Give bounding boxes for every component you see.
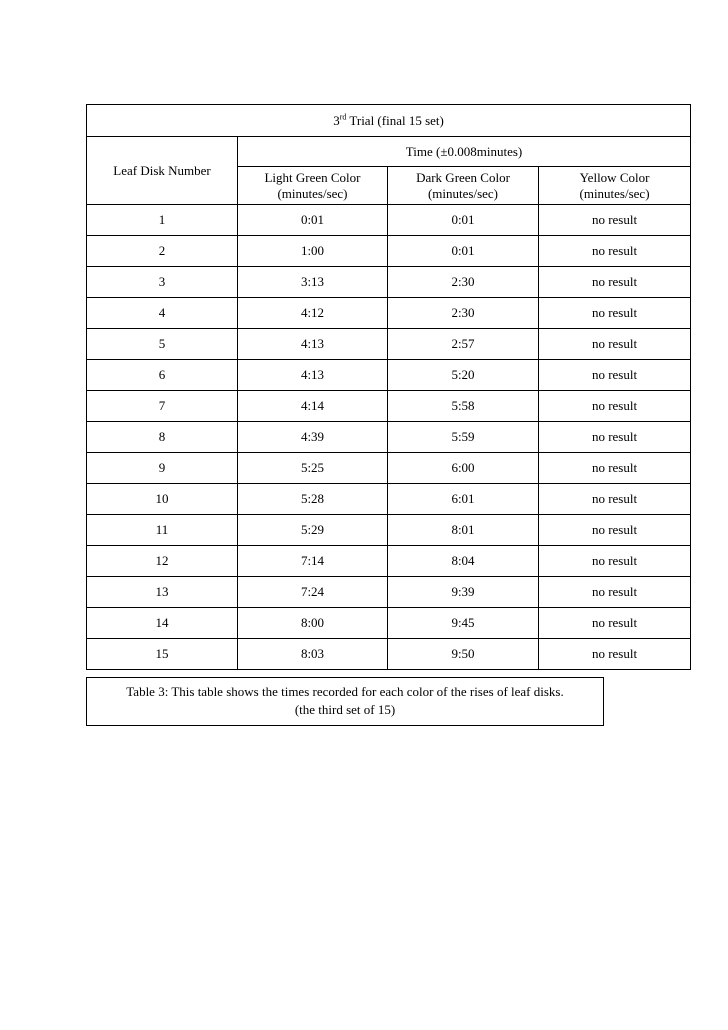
table-row bbox=[87, 205, 691, 236]
light-green-time-cell: 5:29 bbox=[238, 515, 388, 546]
yellow-time-cell: no result bbox=[539, 236, 691, 267]
trial-number: 3 bbox=[333, 112, 340, 128]
dark-green-header-line2: (minutes/sec) bbox=[427, 185, 499, 201]
yellow-time-cell: no result bbox=[539, 360, 691, 391]
table-row bbox=[87, 577, 691, 608]
yellow-header bbox=[539, 167, 691, 205]
time-header-row bbox=[87, 137, 691, 167]
yellow-time-cell: no result bbox=[539, 422, 691, 453]
table-row bbox=[87, 422, 691, 453]
yellow-time-cell: no result bbox=[539, 329, 691, 360]
yellow-time-cell: no result bbox=[539, 577, 691, 608]
dark-green-time-cell: 5:58 bbox=[388, 391, 539, 422]
disk-number-cell: 7 bbox=[87, 391, 238, 422]
dark-green-header-line1: Dark Green Color bbox=[416, 169, 510, 185]
table-title-row bbox=[87, 105, 691, 137]
disk-number-cell: 5 bbox=[87, 329, 238, 360]
yellow-time-cell: no result bbox=[539, 639, 691, 670]
dark-green-time-cell: 9:39 bbox=[388, 577, 539, 608]
table-row bbox=[87, 236, 691, 267]
light-green-header bbox=[238, 167, 388, 205]
light-green-time-cell: 7:24 bbox=[238, 577, 388, 608]
disk-number-cell: 8 bbox=[87, 422, 238, 453]
yellow-time-cell: no result bbox=[539, 205, 691, 236]
disk-number-cell: 1 bbox=[87, 205, 238, 236]
table-row bbox=[87, 515, 691, 546]
table-row bbox=[87, 391, 691, 422]
caption-line1: Table 3: This table shows the times recorded for each color of the rises of leaf disks. bbox=[126, 684, 564, 699]
yellow-time-cell: no result bbox=[539, 484, 691, 515]
table-title bbox=[87, 105, 691, 137]
dark-green-time-cell: 2:30 bbox=[388, 267, 539, 298]
dark-green-time-cell: 2:30 bbox=[388, 298, 539, 329]
table-row bbox=[87, 453, 691, 484]
trial-ordinal-suffix: rd bbox=[339, 112, 347, 122]
dark-green-time-cell: 0:01 bbox=[388, 236, 539, 267]
leaf-disk-number-header: Leaf Disk Number bbox=[87, 137, 238, 205]
table-row bbox=[87, 267, 691, 298]
dark-green-time-cell: 2:57 bbox=[388, 329, 539, 360]
trial-title-text: Trial (final 15 set) bbox=[346, 112, 444, 128]
table-row bbox=[87, 298, 691, 329]
light-green-header-line1: Light Green Color bbox=[264, 169, 361, 185]
disk-number-cell: 10 bbox=[87, 484, 238, 515]
table-row bbox=[87, 360, 691, 391]
light-green-time-cell: 4:39 bbox=[238, 422, 388, 453]
table-row bbox=[87, 546, 691, 577]
disk-number-cell: 3 bbox=[87, 267, 238, 298]
yellow-time-cell: no result bbox=[539, 546, 691, 577]
dark-green-time-cell: 0:01 bbox=[388, 205, 539, 236]
disk-number-cell: 11 bbox=[87, 515, 238, 546]
dark-green-time-cell: 5:20 bbox=[388, 360, 539, 391]
yellow-time-cell: no result bbox=[539, 515, 691, 546]
light-green-time-cell: 4:12 bbox=[238, 298, 388, 329]
light-green-time-cell: 4:13 bbox=[238, 360, 388, 391]
light-green-time-cell: 0:01 bbox=[238, 205, 388, 236]
light-green-time-cell: 4:14 bbox=[238, 391, 388, 422]
disk-number-cell: 2 bbox=[87, 236, 238, 267]
light-green-time-cell: 1:00 bbox=[238, 236, 388, 267]
light-green-time-cell: 5:25 bbox=[238, 453, 388, 484]
dark-green-time-cell: 9:45 bbox=[388, 608, 539, 639]
table-row bbox=[87, 329, 691, 360]
dark-green-header bbox=[388, 167, 539, 205]
disk-number-cell: 15 bbox=[87, 639, 238, 670]
table-row bbox=[87, 608, 691, 639]
light-green-time-cell: 5:28 bbox=[238, 484, 388, 515]
yellow-time-cell: no result bbox=[539, 391, 691, 422]
light-green-header-line2: (minutes/sec) bbox=[277, 185, 348, 201]
caption-line2: (the third set of 15) bbox=[294, 702, 396, 717]
disk-number-cell: 14 bbox=[87, 608, 238, 639]
yellow-header-line1: Yellow Color bbox=[579, 169, 650, 185]
light-green-time-cell: 4:13 bbox=[238, 329, 388, 360]
light-green-time-cell: 3:13 bbox=[238, 267, 388, 298]
dark-green-time-cell: 5:59 bbox=[388, 422, 539, 453]
disk-number-cell: 6 bbox=[87, 360, 238, 391]
dark-green-time-cell: 8:01 bbox=[388, 515, 539, 546]
light-green-time-cell: 8:00 bbox=[238, 608, 388, 639]
time-header: Time (±0.008minutes) bbox=[238, 137, 691, 167]
disk-number-cell: 12 bbox=[87, 546, 238, 577]
dark-green-time-cell: 6:01 bbox=[388, 484, 539, 515]
yellow-time-cell: no result bbox=[539, 453, 691, 484]
disk-number-cell: 4 bbox=[87, 298, 238, 329]
dark-green-time-cell: 6:00 bbox=[388, 453, 539, 484]
yellow-time-cell: no result bbox=[539, 267, 691, 298]
dark-green-time-cell: 8:04 bbox=[388, 546, 539, 577]
table-row bbox=[87, 484, 691, 515]
light-green-time-cell: 8:03 bbox=[238, 639, 388, 670]
table-caption bbox=[86, 677, 604, 726]
yellow-time-cell: no result bbox=[539, 608, 691, 639]
table-row bbox=[87, 639, 691, 670]
yellow-header-line2: (minutes/sec) bbox=[579, 185, 650, 201]
light-green-time-cell: 7:14 bbox=[238, 546, 388, 577]
dark-green-time-cell: 9:50 bbox=[388, 639, 539, 670]
yellow-time-cell: no result bbox=[539, 298, 691, 329]
disk-number-cell: 13 bbox=[87, 577, 238, 608]
results-table bbox=[86, 104, 691, 670]
disk-number-cell: 9 bbox=[87, 453, 238, 484]
